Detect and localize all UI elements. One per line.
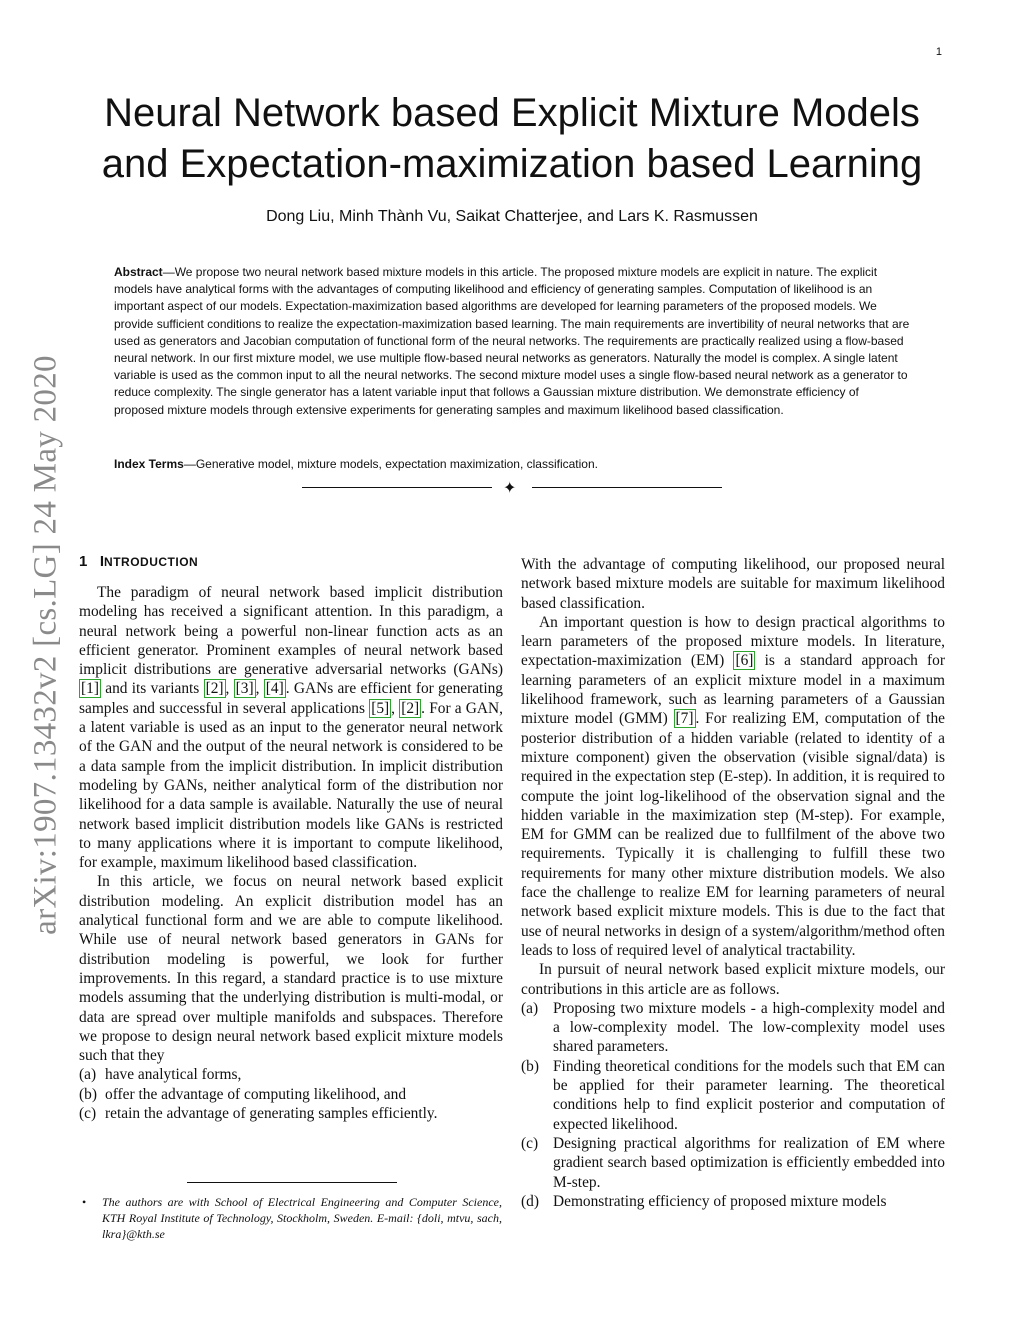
list-marker: (b) <box>521 1057 539 1075</box>
paper-title <box>90 88 934 190</box>
list-marker: (b) <box>79 1085 97 1103</box>
footnote-bullet: • <box>82 1195 87 1209</box>
index-terms-text: —Generative model, mixture models, expectation maximization, classification. <box>183 457 598 471</box>
abstract-label: Abstract <box>114 265 163 279</box>
list-marker: (a) <box>521 999 539 1017</box>
contribution-item <box>521 1192 945 1211</box>
left-column <box>79 583 503 1123</box>
title-line-1: Neural Network based Explicit Mixture Models <box>104 91 920 135</box>
intro-paragraph-2: In this article, we focus on neural network based explicit distribution modeling. An explicit distribution model has an analytical functional form and we are able to compute likelihood. While use of neural network based generators in GANs for distribution modeling is powerful, we look for further improvements. In this regard, a standard practice is to use mixture models assuming that the underlying distribution is multi-modal, or data are spread over multiple manifolds and subspaces. Therefore we propose to design neural network based explicit mixture models such that they <box>79 873 503 1065</box>
list-text: offer the advantage of computing likelihood, and <box>105 1085 407 1103</box>
contribution-item <box>521 1057 945 1134</box>
footnote <box>82 1194 502 1242</box>
page-number: 1 <box>935 46 942 58</box>
list-item <box>79 1085 503 1104</box>
list-marker: (c) <box>521 1134 539 1152</box>
right-paragraph-3: In pursuit of neural network based explicit mixture models, our contributions in this article are as follows. <box>521 961 945 998</box>
citation-link[interactable]: [4] <box>265 680 284 698</box>
index-terms <box>114 456 910 473</box>
title-line-2: and Expectation-maximization based Learning <box>101 142 923 186</box>
citation-link[interactable]: [6] <box>735 652 754 670</box>
citation-link[interactable]: [1] <box>81 680 99 698</box>
section-title-initial: I <box>99 553 105 570</box>
list-text: Finding theoretical conditions for the models such that EM can be applied for their parameter learning. The theoretical conditions help to find explicit posterior and computation of expected likelihood. <box>553 1057 945 1133</box>
contribution-item <box>521 1134 945 1192</box>
list-marker: (c) <box>79 1105 97 1123</box>
citation-link[interactable]: [2] <box>205 680 224 698</box>
footnote-text: The authors are with School of Electrical Engineering and Computer Science, KTH Royal Institute of Technology, Stockholm, Sweden. E-mail: {doli, mtvu, sach, lkra}@kth.se <box>102 1195 502 1241</box>
arxiv-identifier: arXiv:1907.13432v2 [cs.LG] 24 May 2020 <box>27 355 64 935</box>
list-text: Designing practical algorithms for realization of EM where gradient search based optimization is efficiently embedded into M-step. <box>553 1134 945 1191</box>
list-text: retain the advantage of generating samples efficiently. <box>105 1105 438 1123</box>
right-paragraph-2: An important question is how to design practical algorithms to learn parameters of the proposed mixture models. In literature, expectation-maximization (EM) [6] is a standard approach for learning parameters of an explicit mixture model in a maximum likelihood framework, such as learning parameters of a Gaussian mixture model (GMM) [7] . For realizing EM, computation of the posterior distribution of a hidden variable (related to identity of a mixture component) given the observation (visible signal/data) is required in the expectation step (E-step). In addition, it is required to compute the joint log-likelihood of the observation signal and the hidden variable in the maximization step (M-step). For example, EM for GMM can be realized due to fullfilment of the above two requirements. Typically it is challenging to fulfill these two requirements for many other mixture distribution models. We also face the challenge to realize EM for learning parameters of neural network based explicit mixture models. This is due to the fact that use of neural networks in design of a system/algorithm/method often leads to loss of required level of analytical tractability. <box>521 613 945 959</box>
footnote-rule <box>187 1182 397 1183</box>
list-item <box>79 1065 503 1084</box>
separator-line-right <box>532 487 722 488</box>
section-heading <box>79 553 198 570</box>
section-number: 1 <box>79 553 88 570</box>
intro-paragraph-1: The paradigm of neural network based implicit distribution modeling has received a significant attention. In this paradigm, a neural network being a powerful non-linear function acts as an efficient generator. Prominent examples of neural network based implicit distributions are generative adversarial networks (GANs) [1] and its variants [2] , [3] , [4] . GANs are efficient for generating samples and successful in several applications [5] , [2] . For a GAN, a latent variable is used as an input to the generator neural network of the GAN and the output of the neural network is considered to be a data sample from the implicit distribution. In implicit distribution modeling by GANs, neither analytical form of the distribution nor likelihood for a data sample is available. Naturally the use of neural network based implicit distribution models like GANs is restricted to many applications where it is important to compute likelihood, for example, maximum likelihood based classification. <box>79 584 503 872</box>
citation-link[interactable]: [3] <box>235 680 254 698</box>
list-text: have analytical forms, <box>105 1066 242 1084</box>
separator-line-left <box>302 487 492 488</box>
list-item <box>79 1104 503 1123</box>
citation-link[interactable]: [2] <box>401 699 420 717</box>
list-text: Demonstrating efficiency of proposed mixture models <box>553 1192 887 1210</box>
abstract <box>114 264 910 419</box>
citation-link[interactable]: [7] <box>675 710 694 728</box>
citation-link[interactable]: [5] <box>371 699 390 717</box>
list-marker: (d) <box>521 1192 539 1210</box>
list-marker: (a) <box>79 1066 97 1084</box>
author-list: Dong Liu, Minh Thành Vu, Saikat Chatterjee, and Lars K. Rasmussen <box>266 208 758 225</box>
list-text: Proposing two mixture models - a high-complexity model and a low-complexity model. The low-complexity model uses shared parameters. <box>553 999 945 1056</box>
arxiv-stamp <box>20 345 72 945</box>
contribution-item <box>521 999 945 1057</box>
section-title-rest: NTRODUCTION <box>104 555 199 569</box>
right-paragraph-1: With the advantage of computing likelihood, our proposed neural network based mixture models are suitable for maximum likelihood based classification. <box>521 556 945 612</box>
right-column <box>521 555 945 1211</box>
separator-star-icon: ✦ <box>503 478 517 497</box>
abstract-text: —We propose two neural network based mixture models in this article. The proposed mixture models are explicit in nature. The explicit models have analytical forms with the advantages of computing likelihood and efficiency of generating samples. Computation of likelihood is an important aspect of our models. Expectation-maximization based algorithms are developed for learning parameters of the proposed models. We provide sufficient conditions to realize the expectation-maximization based learning. The main requirements are invertibility of neural networks that are used as generators and Jacobian computation of functional form of the neural networks. The requirements are practically realized using a flow-based neural network. In our first mixture model, we use multiple flow-based neural networks as generators. Naturally the model is complex. A single latent variable is used as the common input to all the neural networks. The second mixture model uses a single flow-based neural network as a generator to reduce complexity. The single generator has a latent variable input that follows a Gaussian mixture distribution. We demonstrate efficiency of proposed mixture models through extensive experiments for generating samples and maximum likelihood based classification. <box>114 265 910 417</box>
index-terms-label: Index Terms <box>114 457 184 471</box>
